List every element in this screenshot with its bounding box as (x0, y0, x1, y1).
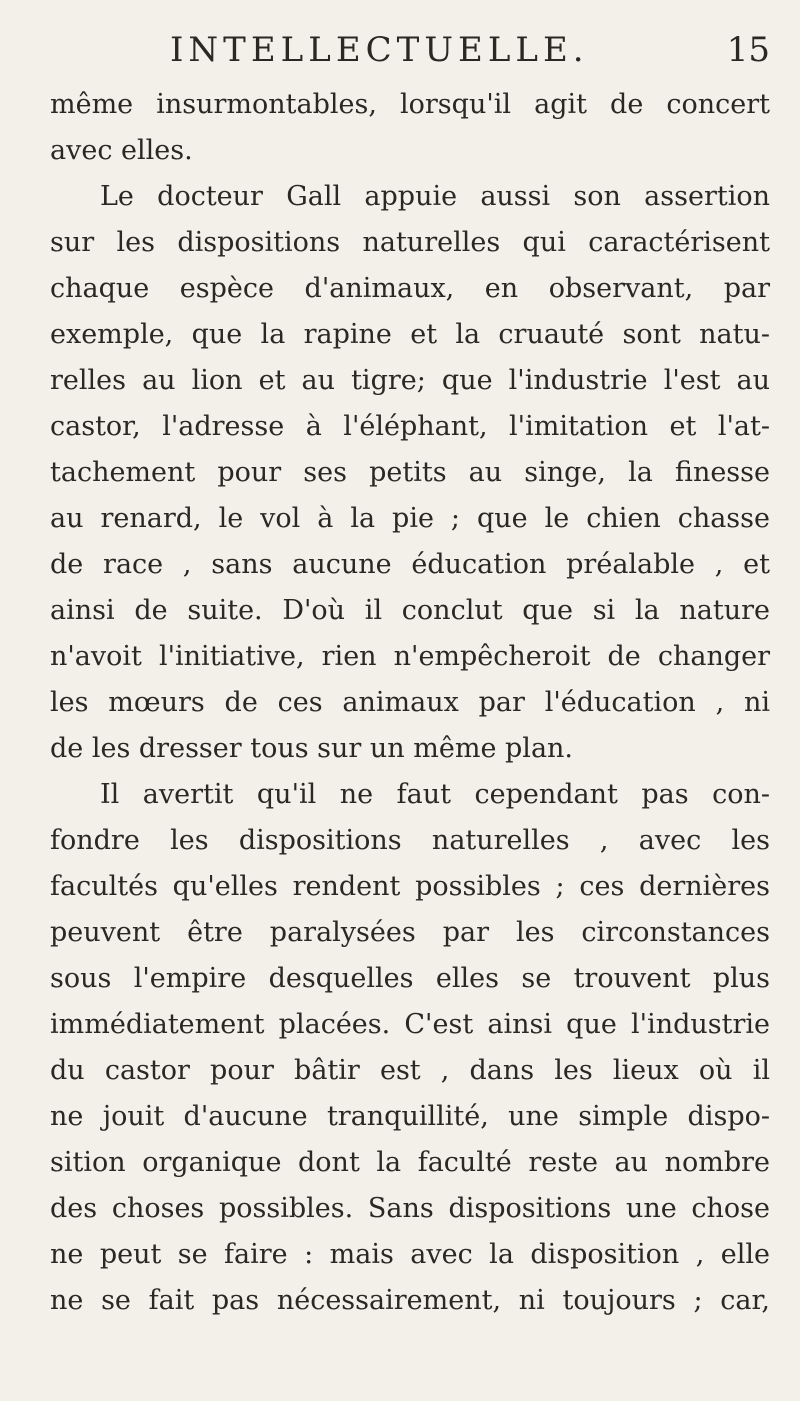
text-line: même insurmontables, lorsqu'il agit de concert (50, 89, 770, 120)
text-line: sous l'empire desquelles elles se trouvent plus (50, 963, 770, 994)
running-title: INTELLECTUELLE. (170, 30, 589, 70)
text-line: les mœurs de ces animaux par l'éducation , ni (50, 687, 770, 718)
page-body (50, 82, 770, 1324)
text-line: ainsi de suite. D'où il conclut que si la nature (50, 595, 770, 626)
text-line: ne jouit d'aucune tranquillité, une simple dispo- (50, 1101, 770, 1132)
text-line: n'avoit l'initiative, rien n'empêcheroit de changer (50, 641, 770, 672)
text-line: au renard, le vol à la pie ; que le chien chasse (50, 503, 770, 534)
text-line: ne peut se faire : mais avec la disposition , elle (50, 1239, 770, 1270)
text-line: du castor pour bâtir est , dans les lieux où il (50, 1055, 770, 1086)
text-line: sur les dispositions naturelles qui caractérisent (50, 227, 770, 258)
text-line: exemple, que la rapine et la cruauté sont natu- (50, 319, 770, 350)
text-line: tachement pour ses petits au singe, la finesse (50, 457, 770, 488)
page-number: 15 (726, 30, 770, 70)
text-line: Le docteur Gall appuie aussi son assertion (100, 181, 770, 212)
text-line: de les dresser tous sur un même plan. (50, 733, 574, 764)
text-line: facultés qu'elles rendent possibles ; ces dernières (50, 871, 770, 902)
text-line: relles au lion et au tigre; que l'industrie l'est au (50, 365, 770, 396)
text-line: ne se fait pas nécessairement, ni toujours ; car, (50, 1285, 770, 1316)
page-header (170, 28, 770, 72)
text-line: de race , sans aucune éducation préalable , et (50, 549, 770, 580)
text-line: Il avertit qu'il ne faut cependant pas con- (100, 779, 770, 810)
text-line: sition organique dont la faculté reste au nombre (50, 1147, 770, 1178)
text-line: immédiatement placées. C'est ainsi que l'industrie (50, 1009, 770, 1040)
text-line: chaque espèce d'animaux, en observant, par (50, 273, 770, 304)
text-line: castor, l'adresse à l'éléphant, l'imitation et l'at- (50, 411, 770, 442)
text-line: peuvent être paralysées par les circonstances (50, 917, 770, 948)
text-line: des choses possibles. Sans dispositions une chose (50, 1193, 770, 1224)
text-line: avec elles. (50, 135, 193, 166)
text-line: fondre les dispositions naturelles , avec les (50, 825, 770, 856)
